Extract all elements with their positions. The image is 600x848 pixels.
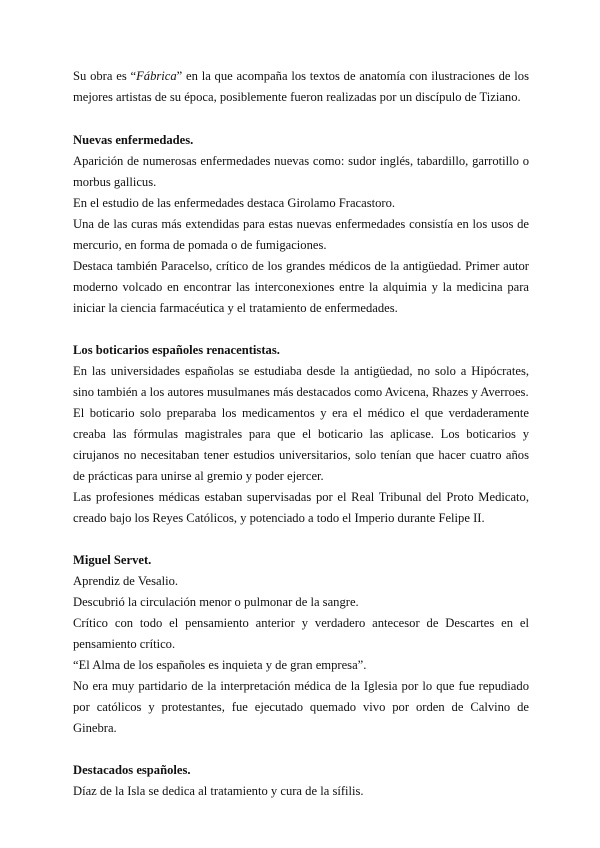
spacer	[73, 529, 529, 550]
paragraph: El boticario solo preparaba los medicamentos y era el médico el que verdaderamente creaba las fórmulas magistrales para que el boticario las aplicase. Los boticarios y cirujanos no necesitaban tener estudios universitarios, solo tenían que hacer cuatro años de prácticas para unirse al gremio y poder ejercer.	[73, 406, 529, 483]
paragraph: Una de las curas más extendidas para estas nuevas enfermedades consistía en los usos de mercurio, en forma de pomada o de fumigaciones.	[73, 217, 529, 252]
spacer	[73, 108, 529, 130]
section-heading: Miguel Servet.	[73, 553, 152, 567]
paragraph: Destaca también Paracelso, crítico de los grandes médicos de la antigüedad. Primer autor moderno volcado en encontrar las interconexiones entre la alquimia y la medicina para iniciar la ciencia farmacéutica y el tratamiento de enfermedades.	[73, 259, 529, 315]
paragraph: Díaz de la Isla se dedica al tratamiento y cura de la sífilis.	[73, 784, 364, 798]
paragraph: Descubrió la circulación menor o pulmonar de la sangre.	[73, 595, 359, 609]
intro-book-title: Fábrica	[136, 69, 177, 83]
paragraph: Aparición de numerosas enfermedades nuevas como: sudor inglés, tabardillo, garrotillo o morbus gallicus.	[73, 154, 529, 189]
intro-text-before: Su obra es “	[73, 69, 137, 83]
intro-text-after: ” en la que acompaña los textos de anatomía con ilustraciones de los mejores artistas de su época, posiblemente fueron realizadas por un discípulo de Tiziano.	[73, 69, 529, 104]
spacer	[73, 739, 529, 760]
section-heading: Los boticarios españoles renacentistas.	[73, 343, 280, 357]
paragraph: En las universidades españolas se estudiaba desde la antigüedad, no solo a Hipócrates, sino también a los autores musulmanes más destacados como Avicena, Rhazes y Averroes.	[73, 364, 529, 399]
section-miguel-servet	[73, 550, 529, 739]
paragraph: Crítico con todo el pensamiento anterior y verdadero antecesor de Descartes en el pensamiento crítico.	[73, 616, 529, 651]
paragraph: Aprendiz de Vesalio.	[73, 574, 179, 588]
spacer	[73, 319, 529, 340]
section-nuevas-enfermedades	[73, 130, 529, 319]
paragraph: En el estudio de las enfermedades destaca Girolamo Fracastoro.	[73, 196, 396, 210]
document-page	[73, 66, 529, 802]
paragraph: No era muy partidario de la interpretación médica de la Iglesia por lo que fue repudiado por católicos y protestantes, fue ejecutado quemado vivo por orden de Calvino de Ginebra.	[73, 679, 529, 735]
section-heading: Nuevas enfermedades.	[73, 133, 194, 147]
section-destacados-espanoles	[73, 760, 529, 802]
paragraph: Las profesiones médicas estaban supervisadas por el Real Tribunal del Proto Medicato, creado bajo los Reyes Católicos, y potenciado a todo el Imperio durante Felipe II.	[73, 490, 529, 525]
section-heading: Destacados españoles.	[73, 763, 191, 777]
section-boticarios	[73, 340, 529, 529]
paragraph: “El Alma de los españoles es inquieta y de gran empresa”.	[73, 658, 367, 672]
intro-paragraph	[73, 66, 529, 108]
